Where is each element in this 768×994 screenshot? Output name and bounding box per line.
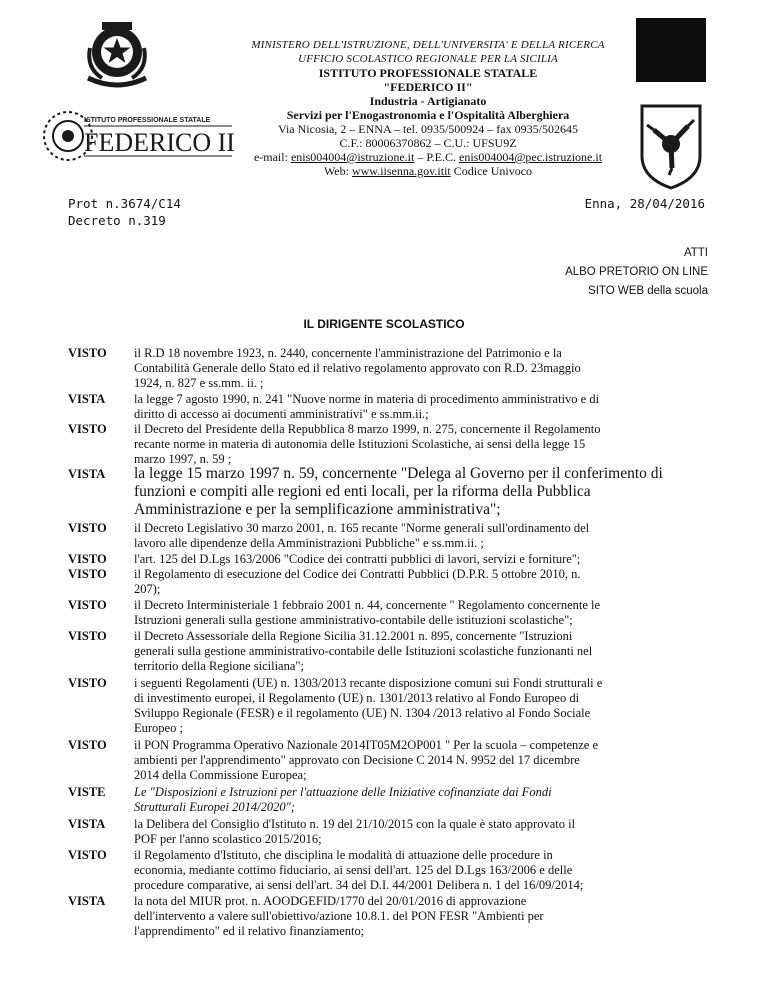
recital-text: il Decreto del Presidente della Repubblica 8 marzo 1999, n. 275, concernente il Regolamento recante norme in materia di autonomia delle Istituzioni Scolastiche, ai sensi della legge 15 marzo 1997, n. 59 ;: [134, 422, 601, 466]
email-link[interactable]: enis004004@istruzione.it: [290, 150, 415, 164]
recital-label: VISTO: [68, 346, 107, 360]
sectors-line: Industria - Artigianato: [369, 94, 487, 108]
recital-text: l'art. 125 del D.Lgs 163/2006 "Codice dei contratti pubblici di lavori, servizi e forniture";: [134, 552, 581, 566]
school-logo: [36, 108, 236, 164]
recital-text: il PON Programma Operativo Nazionale 2014IT05M2OP001 " Per la scuola – competenze e ambienti per l'apprendimento" approvato con Decisione C 2014 N. 9952 del 17 dicembre 2014 della Commissione Europea;: [134, 738, 599, 782]
recital-text: la legge 15 marzo 1997 n. 59, concernente "Delega al Governo per il conferimento di funzioni e compiti alle regioni ed enti locali, per la riforma della Pubblica Amministrazione e per la semplificazione amministrativa";: [134, 465, 663, 518]
email-prefix: e-mail:: [253, 150, 291, 164]
recital-label: VISTO: [68, 552, 107, 566]
recital-label: VISTA: [68, 392, 106, 406]
recital-label: VISTE: [68, 785, 106, 799]
recipient-albo: ALBO PRETORIO ON LINE: [565, 266, 708, 278]
recipient-sito: SITO WEB della scuola: [588, 285, 708, 297]
sicily-region-logo: [636, 18, 706, 190]
recital-label: VISTA: [68, 817, 106, 831]
recital-label: VISTA: [68, 467, 106, 481]
email-line: [228, 150, 628, 164]
recital-text: la nota del MIUR prot. n. AOODGEFID/1770 del 20/01/2016 di approvazione dell'intervento a valere sull'obiettivo/azione 10.8.1. del PON FESR "Ambienti per l'apprendimento" ed il relativo finanziamento;: [134, 894, 544, 938]
recital-label: VISTO: [68, 598, 107, 612]
recipient-atti: ATTI: [683, 247, 708, 259]
address-line: Via Nicosia, 2 – ENNA – tel. 0935/500924 – fax 0935/502645: [278, 122, 578, 136]
republic-emblem-icon: [82, 18, 152, 92]
recital-label: VISTO: [68, 848, 107, 862]
pec-link[interactable]: enis004004@pec.istruzione.it: [459, 150, 603, 164]
protocol-number: Prot n.3674/C14: [68, 196, 181, 211]
office-line: UFFICIO SCOLASTICO REGIONALE PER LA SICILIA: [298, 53, 558, 65]
svg-text:ISTITUTO PROFESSIONALE STATALE: ISTITUTO PROFESSIONALE STATALE: [84, 117, 211, 124]
institute-type: ISTITUTO PROFESSIONALE STATALE: [318, 66, 538, 80]
recital-text: il Decreto Legislativo 30 marzo 2001, n. 165 recante "Norme generali sull'ordinamento del lavoro alle dipendenze della Amministrazioni Pubbliche" e ss.mm.ii. ;: [134, 521, 590, 550]
svg-text:FEDERICO II: FEDERICO II: [84, 128, 235, 157]
recital-label: VISTO: [68, 676, 107, 690]
recital-text: il Decreto Assessoriale della Regione Sicilia 31.12.2001 n. 895, concernente "Istruzioni generali sulla gestione amministrativo-contabile delle Istituzioni scolastiche funzionanti nel territorio della Regione siciliana";: [134, 629, 593, 673]
recital-text: Le "Disposizioni e Istruzioni per l'attuazione delle Iniziative cofinanziate dai Fondi Strutturali Europei 2014/2020";: [134, 785, 552, 814]
recital-text: la legge 7 agosto 1990, n. 241 "Nuove norme in materia di procedimento amministrativo e di diritto di accesso ai documenti amministrativi" e ss.mm.ii.;: [134, 392, 600, 421]
web-link[interactable]: www.iisenna.gov.itit: [351, 164, 451, 178]
recital-text: il R.D 18 novembre 1923, n. 2440, concernente l'amministrazione del Patrimonio e la Contabilità Generale dello Stato ed il relativo regolamento approvato con R.D. 23maggio 1924, n. 827 e ss.mm. ii. ;: [134, 346, 581, 390]
web-prefix: Web:: [323, 164, 352, 178]
recital-label: VISTO: [68, 567, 107, 581]
recital-text: il Regolamento d'Istituto, che disciplina le modalità di attuazione delle procedure in economia, mediante cottimo fiduciario, ai sensi dell'art. 125 del D.Lgs 163/2006 e delle procedure comparative, ai sensi dell'art. 34 del D.I. 44/2001 Delibera n. 1 del 16/09/2014;: [134, 848, 584, 892]
recital-label: VISTA: [68, 894, 106, 908]
recital-text: il Regolamento di esecuzione del Codice dei Contratti Pubblici (D.P.R. 5 ottobre 2010, n. 207);: [134, 567, 581, 596]
document-title: IL DIRIGENTE SCOLASTICO: [303, 317, 465, 331]
pec-prefix: – P.E.C.: [414, 150, 459, 164]
recital-text: i seguenti Regolamenti (UE) n. 1303/2013 recante disposizione comuni sui Fondi strutturali e di investimento europei, il Regolamento (UE) n. 1301/2013 relativo al Fondo Europeo di Sviluppo Regionale (FESR) e il regolamento (UE) N. 1304 /2013 relativo al Fondo Sociale Europeo ;: [134, 676, 603, 735]
recital-label: VISTO: [68, 629, 107, 643]
recital-label: VISTO: [68, 422, 107, 436]
web-suffix: Codice Univoco: [450, 164, 533, 178]
recital-label: VISTO: [68, 521, 107, 535]
place-date: Enna, 28/04/2016: [584, 196, 705, 211]
fiscal-code-line: C.F.: 80006370862 – C.U.: UFSU9Z: [339, 136, 517, 150]
institute-name: "FEDERICO II": [383, 80, 473, 94]
recital-label: VISTO: [68, 738, 107, 752]
services-line: Servizi per l'Enogastronomia e l'Ospitalità Alberghiera: [286, 108, 570, 122]
web-line: [228, 164, 628, 178]
recital-text: la Delibera del Consiglio d'Istituto n. 19 del 21/10/2015 con la quale è stato approvato il POF per l'anno scolastico 2015/2016;: [134, 817, 576, 846]
ministry-line: MINISTERO DELL'ISTRUZIONE, DELL'UNIVERSITA' E DELLA RICERCA: [251, 39, 605, 51]
recital-text: il Decreto Interministeriale 1 febbraio 2001 n. 44, concernente " Regolamento concernente le Istruzioni generali sulla gestione amministrativo-contabile delle istituzioni scolastiche";: [134, 598, 601, 627]
decree-number: Decreto n.319: [68, 213, 166, 228]
